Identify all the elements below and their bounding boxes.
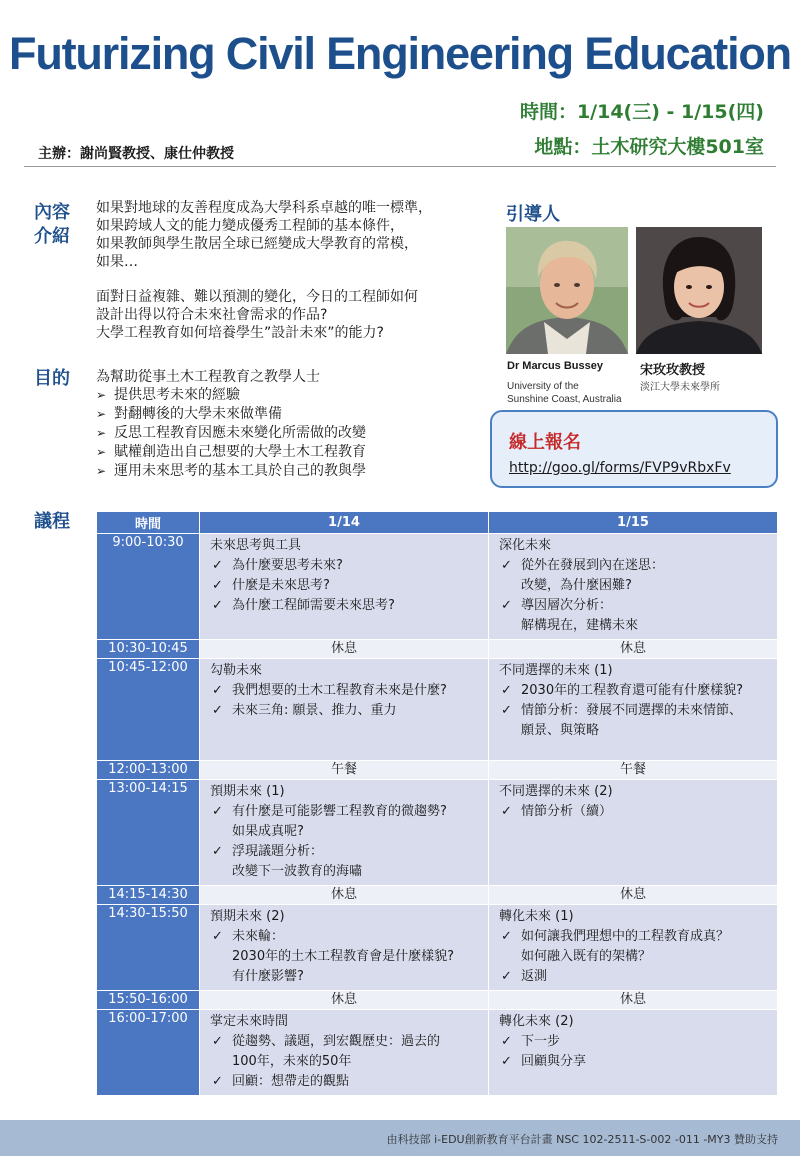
session-items <box>499 681 771 741</box>
event-time: 時間：1/14(三) - 1/15(四) <box>519 101 764 123</box>
purpose-item: ➢ 提供思考未來的經驗 <box>96 387 240 403</box>
session-item: ✓ 有什麼是可能影響工程教育的微趨勢? 如果成真呢? <box>210 802 482 842</box>
speaker-photo-song <box>636 227 762 354</box>
session-title: 轉化未來 (1) <box>499 909 574 924</box>
speaker-photo-marcus <box>506 227 628 354</box>
session-title: 轉化未來 (2) <box>499 1014 574 1029</box>
checkmark-icon: ✓ <box>212 929 223 944</box>
session-item: ✓ 未來三角: 願景、推力、重力 <box>210 701 482 721</box>
agenda-time: 14:15-14:30 <box>97 886 200 905</box>
agenda-time: 10:45-12:00 <box>97 659 200 761</box>
session-day1 <box>200 905 489 991</box>
checkmark-icon: ✓ <box>501 929 512 944</box>
break-day2: 休息 <box>489 886 778 905</box>
registration-link[interactable]: http://goo.gl/forms/FVP9vRbxFv <box>509 460 731 476</box>
session-item: ✓ 導因層次分析： 解構現在，建構未來 <box>499 596 771 636</box>
agenda-break-row <box>97 991 778 1010</box>
checkmark-icon: ✓ <box>212 683 223 698</box>
header-divider <box>24 166 776 167</box>
speaker-name: 宋玫玫教授 <box>640 363 706 378</box>
session-item: ✓ 回顧：想帶走的觀點 <box>210 1072 482 1092</box>
session-item: ✓ 從趨勢、議題，到宏觀歷史：過去的 100年，未來的50年 <box>210 1032 482 1072</box>
agenda-table <box>96 511 778 1096</box>
session-day1 <box>200 1010 489 1096</box>
break-day1: 休息 <box>200 640 489 659</box>
session-item: ✓ 什麼是未來思考? <box>210 576 482 596</box>
session-title: 不同選擇的未來 (2) <box>499 784 613 799</box>
session-items <box>210 681 482 721</box>
speaker-name: Dr Marcus Bussey <box>507 360 603 372</box>
arrow-right-icon: ➢ <box>96 464 107 478</box>
session-item: ✓ 情節分析：發展不同選擇的未來情節、 願景、與策略 <box>499 701 771 741</box>
agenda-header-time: 時間 <box>97 512 200 534</box>
session-title: 勾勒未來 <box>210 663 263 678</box>
session-title: 掌定未來時間 <box>210 1014 289 1029</box>
arrow-right-icon: ➢ <box>96 407 107 421</box>
page-title: Futurizing Civil Engineering Education <box>9 28 791 79</box>
purpose-label: 目的 <box>34 368 70 389</box>
session-items <box>210 802 482 882</box>
session-item: ✓ 從外在發展到內在迷思： 改變，為什麼困難? <box>499 556 771 596</box>
session-items <box>499 802 771 822</box>
agenda-time: 16:00-17:00 <box>97 1010 200 1096</box>
checkmark-icon: ✓ <box>501 1034 512 1049</box>
checkmark-icon: ✓ <box>501 1054 512 1069</box>
session-items <box>210 556 482 616</box>
session-item: ✓ 為什麼要思考未來? <box>210 556 482 576</box>
agenda-break-row <box>97 761 778 780</box>
agenda-session-row <box>97 659 778 761</box>
session-day1 <box>200 659 489 761</box>
checkmark-icon: ✓ <box>501 598 512 613</box>
session-item: ✓ 返測 <box>499 967 771 987</box>
footer <box>0 1120 800 1156</box>
agenda-time: 14:30-15:50 <box>97 905 200 991</box>
event-place: 地點：土木研究大樓501室 <box>534 136 764 158</box>
session-item: ✓ 回顧與分享 <box>499 1052 771 1072</box>
agenda-time: 12:00-13:00 <box>97 761 200 780</box>
break-day2: 休息 <box>489 640 778 659</box>
intro-label: 內容介紹 <box>34 202 70 247</box>
session-day2 <box>489 780 778 886</box>
checkmark-icon: ✓ <box>212 578 223 593</box>
intro-paragraph-1: 如果對地球的友善程度成為大學科系卓越的唯一標準， 如果跨域人文的能力變成優秀工程師的基本條件， 如果教師與學生散居全球已經變成大學教育的常模， 如果… <box>96 200 432 270</box>
session-day2 <box>489 1010 778 1096</box>
session-items <box>210 927 482 987</box>
session-item: ✓ 未來輪： 2030年的土木工程教育會是什麼樣貌? 有什麼影響? <box>210 927 482 987</box>
purpose-item: ➢ 反思工程教育因應未來變化所需做的改變 <box>96 425 366 441</box>
agenda-session-row <box>97 780 778 886</box>
purpose-list <box>96 386 366 481</box>
arrow-right-icon: ➢ <box>96 445 107 459</box>
checkmark-icon: ✓ <box>501 969 512 984</box>
arrow-right-icon: ➢ <box>96 426 107 440</box>
session-item: ✓ 下一步 <box>499 1032 771 1052</box>
agenda-break-row <box>97 640 778 659</box>
agenda-label: 議程 <box>34 511 70 532</box>
session-title: 預期未來 (2) <box>210 909 285 924</box>
checkmark-icon: ✓ <box>212 1034 223 1049</box>
checkmark-icon: ✓ <box>501 804 512 819</box>
session-day2 <box>489 534 778 640</box>
session-item: ✓ 情節分析（續） <box>499 802 771 822</box>
session-title: 未來思考與工具 <box>210 538 302 553</box>
speaker-affiliation: University of the Sunshine Coast, Australia <box>507 381 622 405</box>
session-day2 <box>489 659 778 761</box>
session-item: ✓ 2030年的工程教育還可能有什麼樣貌? <box>499 681 771 701</box>
session-items <box>499 927 771 987</box>
session-item: ✓ 我們想要的土木工程教育未來是什麼? <box>210 681 482 701</box>
break-day1: 休息 <box>200 991 489 1010</box>
session-title: 深化未來 <box>499 538 552 553</box>
checkmark-icon: ✓ <box>212 844 223 859</box>
purpose-item: ➢ 賦權創造出自己想要的大學土木工程教育 <box>96 444 366 460</box>
agenda-time: 13:00-14:15 <box>97 780 200 886</box>
session-items <box>499 1032 771 1072</box>
organizer: 主辦：謝尚賢教授、康仕仲教授 <box>38 146 234 162</box>
session-item: ✓ 如何讓我們理想中的工程教育成真？ 如何融入既有的架構？ <box>499 927 771 967</box>
session-item: ✓ 浮現議題分析： 改變下一波教育的海嘯 <box>210 842 482 882</box>
break-day1: 午餐 <box>200 761 489 780</box>
break-day2: 午餐 <box>489 761 778 780</box>
session-day1 <box>200 780 489 886</box>
checkmark-icon: ✓ <box>501 683 512 698</box>
checkmark-icon: ✓ <box>212 804 223 819</box>
arrow-right-icon: ➢ <box>96 388 107 402</box>
session-item: ✓ 為什麼工程師需要未來思考? <box>210 596 482 616</box>
session-day2 <box>489 905 778 991</box>
purpose-lead: 為幫助從事土木工程教育之教學人士 <box>96 369 320 385</box>
session-items <box>210 1032 482 1092</box>
checkmark-icon: ✓ <box>212 703 223 718</box>
break-day2: 休息 <box>489 991 778 1010</box>
guides-label: 引導人 <box>506 204 560 225</box>
session-items <box>499 556 771 636</box>
purpose-item: ➢ 對翻轉後的大學未來做準備 <box>96 406 282 422</box>
agenda-session-row <box>97 1010 778 1096</box>
agenda-session-row <box>97 905 778 991</box>
session-title: 不同選擇的未來 (1) <box>499 663 613 678</box>
registration-title: 線上報名 <box>509 432 581 453</box>
session-day1 <box>200 534 489 640</box>
session-title: 預期未來 (1) <box>210 784 285 799</box>
agenda-header-row <box>97 512 778 534</box>
agenda-header-day2: 1/15 <box>489 512 778 534</box>
break-day1: 休息 <box>200 886 489 905</box>
checkmark-icon: ✓ <box>212 598 223 613</box>
checkmark-icon: ✓ <box>212 558 223 573</box>
checkmark-icon: ✓ <box>501 703 512 718</box>
checkmark-icon: ✓ <box>212 1074 223 1089</box>
speaker-affiliation: 淡江大學未來學所 <box>640 382 720 393</box>
checkmark-icon: ✓ <box>501 558 512 573</box>
purpose-item: ➢ 運用未來思考的基本工具於自己的教與學 <box>96 463 366 479</box>
footer-text: 由科技部 i-EDU創新教育平台計畫 NSC 102-2511-S-002 -011 -MY3 贊助支持 <box>386 1133 778 1146</box>
agenda-time: 15:50-16:00 <box>97 991 200 1010</box>
intro-paragraph-2: 面對日益複雜、難以預測的變化，今日的工程師如何 設計出得以符合未來社會需求的作品? 大學工程教育如何培養學生”設計未來”的能力? <box>96 289 418 341</box>
agenda-header-day1: 1/14 <box>200 512 489 534</box>
agenda-time: 9:00-10:30 <box>97 534 200 640</box>
agenda-time: 10:30-10:45 <box>97 640 200 659</box>
registration-box <box>490 410 778 488</box>
agenda-break-row <box>97 886 778 905</box>
agenda-session-row <box>97 534 778 640</box>
